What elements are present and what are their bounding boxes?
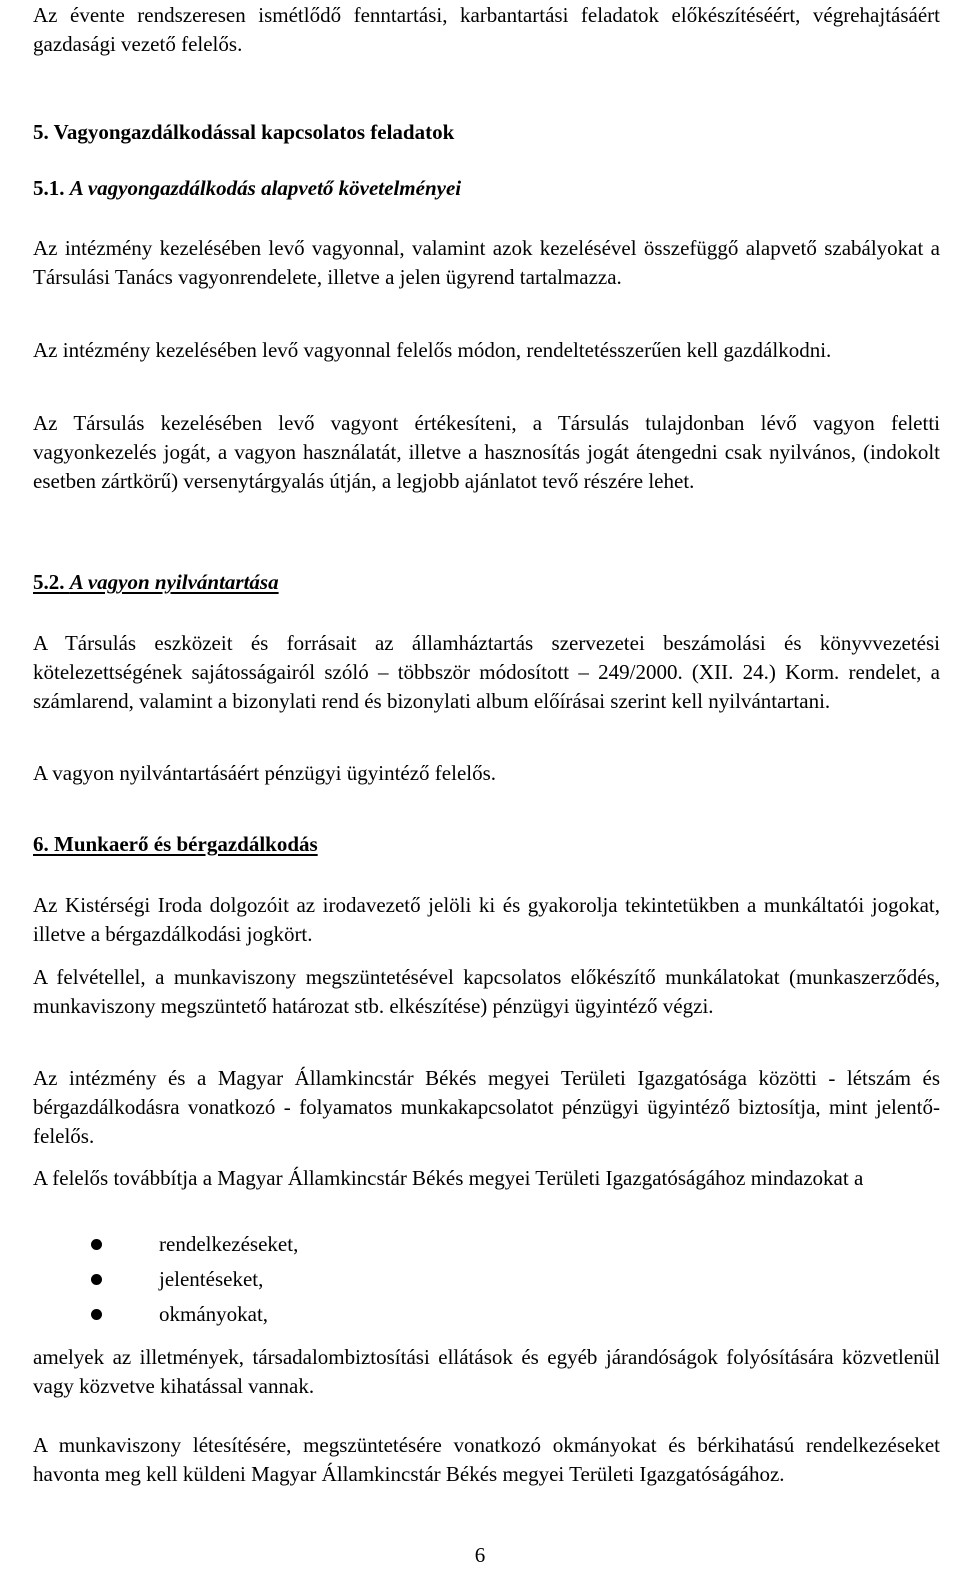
section-5-1-heading	[33, 174, 940, 203]
page-number: 6	[474, 1543, 486, 1567]
list-item	[33, 1265, 940, 1294]
bullet-icon	[91, 1274, 102, 1285]
section-6-paragraph-3: Az intézmény és a Magyar Államkincstár Békés megyei Területi Igazgatósága közötti - létszám és bérgazdálkodásra vonatkozó - folyamatos munkakapcsolatot pénzügyi ügyintéző biztosítja, mint jelentő-felelős.	[33, 1066, 940, 1148]
section-6-paragraph-4: A felelős továbbítja a Magyar Államkincstár Békés megyei Területi Igazgatóságához mindazokat a	[33, 1166, 864, 1190]
section-5-2-paragraph-2: A vagyon nyilvántartásáért pénzügyi ügyintéző felelős.	[33, 761, 497, 785]
list-item	[33, 1300, 940, 1329]
section-5-2-paragraph-1: A Társulás eszközeit és forrásait az államháztartás szervezetei beszámolási és könyvvezetési kötelezettségének sajátosságairól szóló – többször módosított – 249/2000. (XII. 24.) Korm. rendelet, a számlarend, valamint a bizonylati rend és bizonylati album előírásai szerint kell nyilvántartani.	[33, 631, 940, 713]
list-item-text: rendelkezéseket,	[159, 1232, 299, 1256]
bullet-icon	[91, 1239, 102, 1250]
section-5-2-title: A vagyon nyilvántartása	[69, 570, 279, 594]
section-5-1-title: A vagyongazdálkodás alapvető követelményei	[69, 176, 462, 200]
section-6-paragraph-1: Az Kistérségi Iroda dolgozóit az irodavezető jelöli ki és gyakorolja tekintetükben a munkáltatói jogokat, illetve a bérgazdálkodási jogkört.	[33, 893, 940, 946]
section-5-1-number: 5.1.	[33, 176, 65, 200]
section-5-2-heading	[33, 568, 940, 597]
section-6-paragraph-2: A felvétellel, a munkaviszony megszüntetésével kapcsolatos előkészítő munkálatokat (munkaszerződés, munkaviszony megszüntető határozat stb. elkészítése) pénzügyi ügyintéző végzi.	[33, 965, 940, 1018]
list-item-text: jelentéseket,	[159, 1267, 264, 1291]
section-5-heading: 5. Vagyongazdálkodással kapcsolatos feladatok	[33, 120, 455, 144]
intro-paragraph: Az évente rendszeresen ismétlődő fenntartási, karbantartási feladatok előkészítéséért, végrehajtásáért gazdasági vezető felelős.	[33, 3, 940, 56]
section-5-1-paragraph-3: Az Társulás kezelésében levő vagyont értékesíteni, a Társulás tulajdonban lévő vagyon feletti vagyonkezelés jogát, a vagyon használatát, illetve a hasznosítás jogát átengedni csak nyilvános, (indokolt esetben zártkörű) versenytárgyalás útján, a legjobb ajánlatot tevő részére lehet.	[33, 411, 940, 493]
section-5-2-number: 5.2.	[33, 570, 65, 594]
bullet-icon	[91, 1309, 102, 1320]
section-6-heading: 6. Munkaerő és bérgazdálkodás	[33, 832, 318, 856]
section-5-1-paragraph-2: Az intézmény kezelésében levő vagyonnal felelős módon, rendeltetésszerűen kell gazdálkodni.	[33, 338, 832, 362]
section-6-paragraph-5: amelyek az illetmények, társadalombiztosítási ellátások és egyéb járandóságok folyósítására közvetlenül vagy közvetve kihatással vannak.	[33, 1345, 940, 1398]
list-item	[33, 1230, 940, 1259]
section-5-1-paragraph-1: Az intézmény kezelésében levő vagyonnal, valamint azok kezelésével összefüggő alapvető szabályokat a Társulási Tanács vagyonrendelete, illetve a jelen ügyrend tartalmazza.	[33, 236, 940, 289]
list-item-text: okmányokat,	[159, 1302, 269, 1326]
section-6-paragraph-6: A munkaviszony létesítésére, megszüntetésére vonatkozó okmányokat és bérkihatású rendelkezéseket havonta meg kell küldeni Magyar Államkincstár Békés megyei Területi Igazgatóságához.	[33, 1433, 940, 1486]
